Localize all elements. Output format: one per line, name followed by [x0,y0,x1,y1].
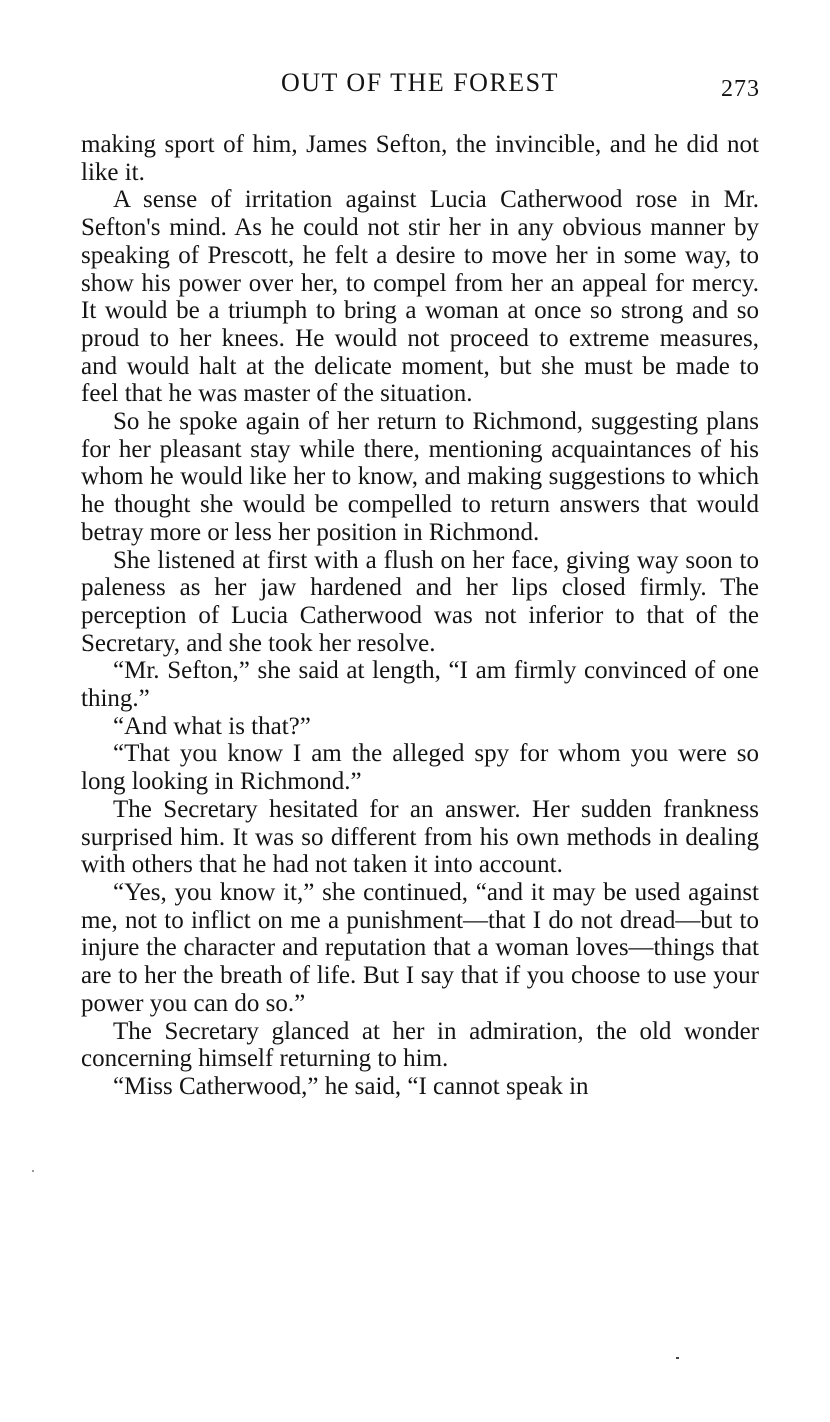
body-text [81,131,759,1101]
paragraph: “Mr. Sefton,” she said at length, “I am firmly convinced of one thing.” [81,657,759,713]
paragraph: The Secretary hesitated for an answer. Her sudden frankness surprised him. It was so different from his own methods in dealing with others that he had not taken it into account. [81,795,759,879]
scan-speck [676,1357,679,1359]
paragraph: So he spoke again of her return to Richmond, suggesting plans for her pleasant stay while there, mentioning acquaintances of his whom he would like her to know, and making suggestions to which he thought she would be compelled to return answers that would betray more or less her position in Richmond. [81,408,759,546]
paragraph: The Secretary glanced at her in admiration, the old wonder concerning himself returning to him. [81,1017,759,1073]
paragraph: She listened at first with a flush on her face, giving way soon to paleness as her jaw hardened and her lips closed firmly. The perception of Lucia Catherwood was not inferior to that of the Secretary, and she took her resolve. [81,546,759,657]
page-number: 273 [721,76,760,102]
scan-speck [32,1170,34,1172]
paragraph: A sense of irritation against Lucia Catherwood rose in Mr. Sefton's mind. As he could not stir her in any obvious manner by speaking of Prescott, he felt a desire to move her in some way, to show his power over her, to compel from her an appeal for mercy. It would be a triumph to bring a woman at once so strong and so proud to her knees. He would not proceed to extreme measures, and would halt at the delicate moment, but she must be made to feel that he was master of the situation. [81,186,759,408]
paragraph: “That you know I am the alleged spy for whom you were so long looking in Richmond.” [81,740,759,796]
running-title: OUT OF THE FOREST [280,68,560,97]
paragraph: making sport of him, James Sefton, the invincible, and he did not like it. [81,131,759,186]
paragraph: “Yes, you know it,” she continued, “and it may be used against me, not to inflict on me a punishment—that I do not dread—but to injure the character and reputation that a woman loves—things that are to her the breath of life. But I say that if you choose to use your power you can do so.” [81,878,759,1017]
paragraph: “And what is that?” [113,712,311,740]
paragraph: “Miss Catherwood,” he said, “I cannot speak in [113,1072,589,1100]
running-head [80,68,760,104]
